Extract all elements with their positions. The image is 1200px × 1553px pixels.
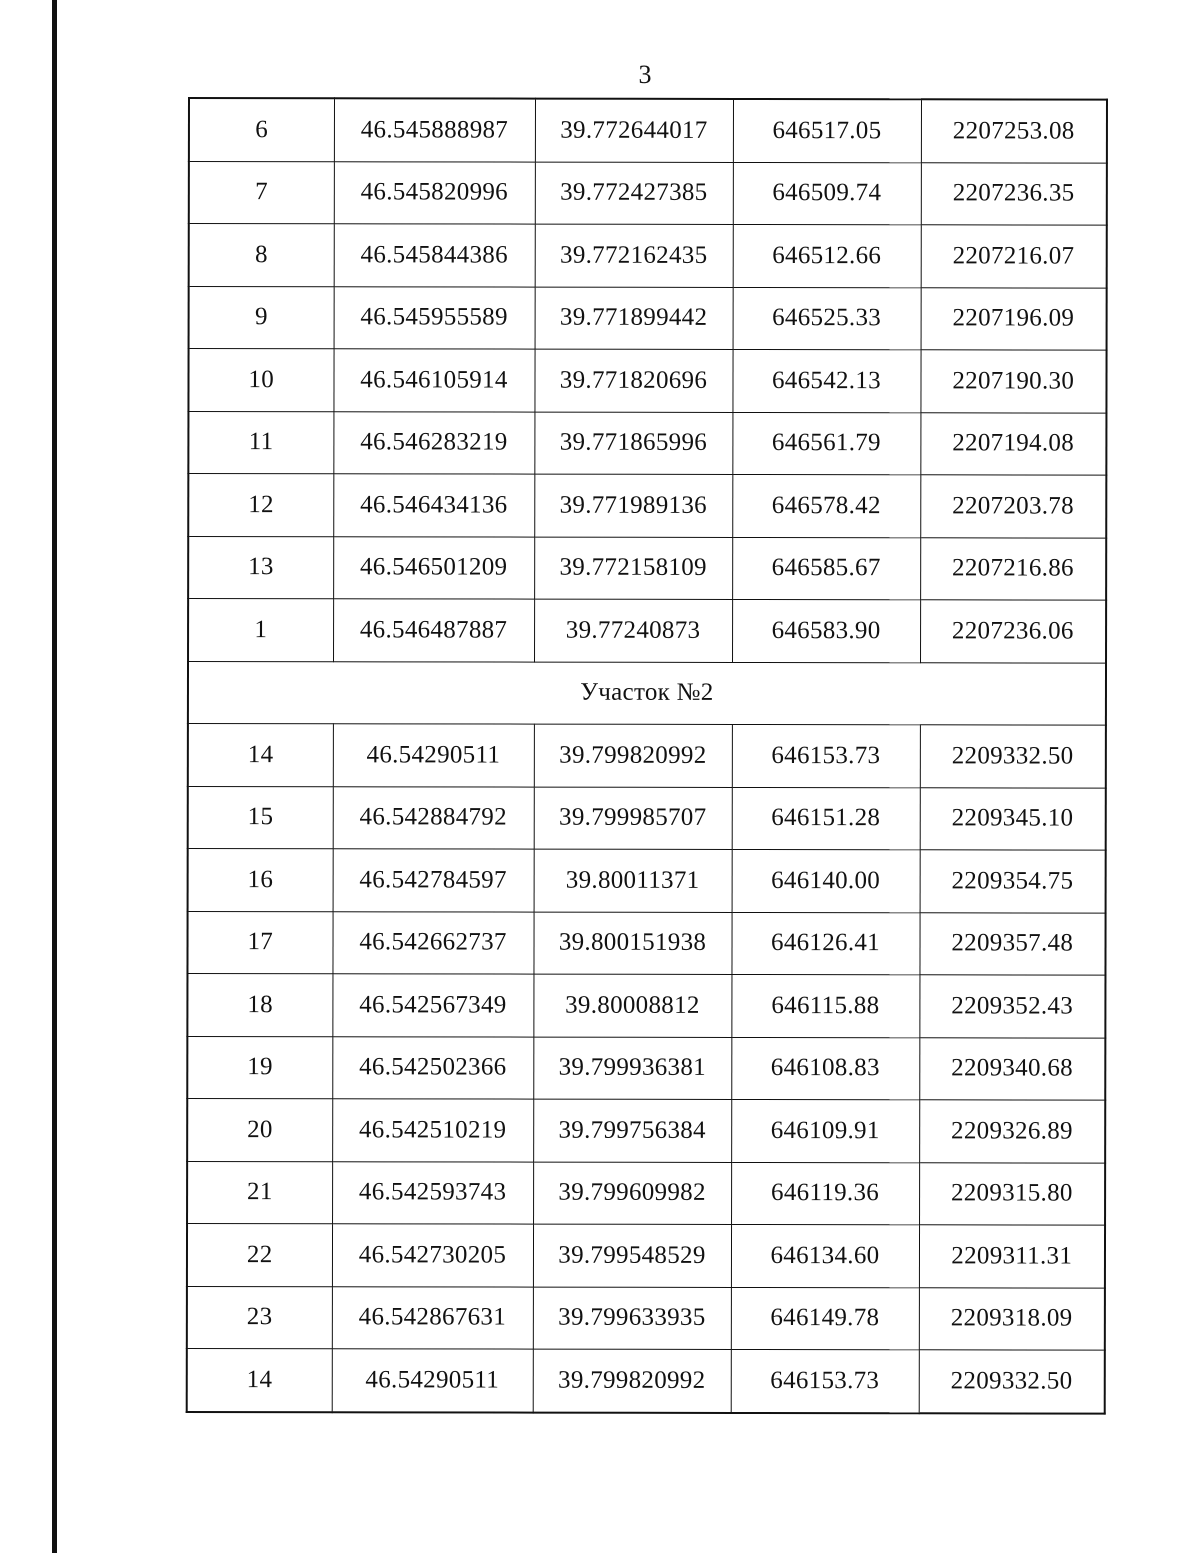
longitude-cell: 39.772162435 <box>535 224 733 287</box>
table-row <box>188 474 1106 538</box>
x-coordinate-cell: 646108.83 <box>731 1037 919 1100</box>
x-coordinate-cell: 646512.66 <box>733 224 921 287</box>
x-coordinate-cell: 646525.33 <box>733 287 921 350</box>
point-number-cell: 14 <box>187 1348 332 1411</box>
longitude-cell: 39.799548529 <box>533 1224 731 1287</box>
latitude-cell: 46.542662737 <box>332 911 533 974</box>
longitude-cell: 39.80011371 <box>534 849 732 912</box>
longitude-cell: 39.771820696 <box>534 349 732 412</box>
point-number-cell: 11 <box>188 411 333 474</box>
y-coordinate-cell: 2207253.08 <box>921 99 1107 162</box>
y-coordinate-cell: 2209326.89 <box>919 1100 1105 1163</box>
point-number-cell: 20 <box>187 1099 332 1162</box>
point-number-cell: 1 <box>188 599 333 662</box>
table-row <box>189 98 1107 163</box>
latitude-cell: 46.545888987 <box>334 98 535 161</box>
y-coordinate-cell: 2209340.68 <box>919 1037 1105 1100</box>
table-row <box>189 161 1107 225</box>
longitude-cell: 39.799820992 <box>534 724 732 787</box>
point-number-cell: 15 <box>188 786 333 849</box>
latitude-cell: 46.546434136 <box>333 474 534 537</box>
longitude-cell: 39.80008812 <box>533 974 731 1037</box>
longitude-cell: 39.799936381 <box>533 1037 731 1100</box>
longitude-cell: 39.771989136 <box>534 474 732 537</box>
latitude-cell: 46.545820996 <box>334 161 535 224</box>
table-row <box>187 1036 1105 1100</box>
x-coordinate-cell: 646115.88 <box>731 974 919 1037</box>
longitude-cell: 39.799633935 <box>533 1287 731 1350</box>
longitude-cell: 39.772158109 <box>534 537 732 600</box>
table-row <box>187 1161 1105 1225</box>
latitude-cell: 46.542884792 <box>333 786 534 849</box>
latitude-cell: 46.542867631 <box>332 1286 533 1349</box>
x-coordinate-cell: 646509.74 <box>733 162 921 225</box>
longitude-cell: 39.799609982 <box>533 1162 731 1225</box>
coordinates-table <box>186 97 1108 1414</box>
longitude-cell: 39.771865996 <box>534 412 732 475</box>
y-coordinate-cell: 2209318.09 <box>919 1287 1105 1350</box>
table-row <box>187 974 1105 1038</box>
point-number-cell: 18 <box>187 974 332 1037</box>
y-coordinate-cell: 2209354.75 <box>920 850 1106 913</box>
point-number-cell: 8 <box>189 224 334 287</box>
point-number-cell: 10 <box>188 349 333 412</box>
y-coordinate-cell: 2207190.30 <box>920 350 1106 413</box>
x-coordinate-cell: 646542.13 <box>732 349 920 412</box>
table-row <box>188 536 1106 600</box>
latitude-cell: 46.545955589 <box>334 286 535 349</box>
latitude-cell: 46.545844386 <box>334 224 535 287</box>
y-coordinate-cell: 2209352.43 <box>919 975 1105 1038</box>
point-number-cell: 6 <box>189 98 334 161</box>
x-coordinate-cell: 646153.73 <box>731 1349 919 1412</box>
latitude-cell: 46.54290511 <box>332 1349 533 1412</box>
latitude-cell: 46.546105914 <box>333 349 534 412</box>
point-number-cell: 13 <box>188 536 333 599</box>
longitude-cell: 39.77240873 <box>534 599 732 662</box>
x-coordinate-cell: 646109.91 <box>731 1099 919 1162</box>
y-coordinate-cell: 2207196.09 <box>921 287 1107 350</box>
x-coordinate-cell: 646149.78 <box>731 1287 919 1350</box>
coordinates-table-body <box>187 98 1107 1413</box>
point-number-cell: 17 <box>187 911 332 974</box>
longitude-cell: 39.799985707 <box>534 787 732 850</box>
y-coordinate-cell: 2207194.08 <box>920 412 1106 475</box>
y-coordinate-cell: 2209345.10 <box>920 787 1106 850</box>
point-number-cell: 19 <box>187 1036 332 1099</box>
table-row <box>187 911 1105 975</box>
point-number-cell: 7 <box>189 161 334 224</box>
y-coordinate-cell: 2207216.86 <box>920 537 1106 600</box>
x-coordinate-cell: 646153.73 <box>732 724 920 787</box>
latitude-cell: 46.542730205 <box>332 1224 533 1287</box>
y-coordinate-cell: 2209315.80 <box>919 1162 1105 1225</box>
longitude-cell: 39.799820992 <box>533 1349 731 1412</box>
page-number: 3 <box>638 60 652 89</box>
point-number-cell: 22 <box>187 1224 332 1287</box>
x-coordinate-cell: 646134.60 <box>731 1224 919 1287</box>
x-coordinate-cell: 646119.36 <box>731 1162 919 1225</box>
table-row <box>187 1348 1105 1413</box>
latitude-cell: 46.54290511 <box>333 724 534 787</box>
longitude-cell: 39.772644017 <box>535 99 733 162</box>
longitude-cell: 39.799756384 <box>533 1099 731 1162</box>
x-coordinate-cell: 646151.28 <box>732 787 920 850</box>
table-row <box>188 599 1106 663</box>
table-row <box>187 1099 1105 1163</box>
latitude-cell: 46.546487887 <box>333 599 534 662</box>
y-coordinate-cell: 2207203.78 <box>920 475 1106 538</box>
x-coordinate-cell: 646517.05 <box>733 99 921 162</box>
table-row <box>188 786 1106 850</box>
table-row <box>189 224 1107 288</box>
left-margin-rule <box>52 0 57 1553</box>
x-coordinate-cell: 646126.41 <box>731 912 919 975</box>
latitude-cell: 46.546501209 <box>333 536 534 599</box>
y-coordinate-cell: 2209332.50 <box>920 725 1106 788</box>
y-coordinate-cell: 2209332.50 <box>919 1350 1105 1413</box>
section-header-row <box>188 661 1106 725</box>
y-coordinate-cell: 2209311.31 <box>919 1225 1105 1288</box>
point-number-cell: 16 <box>188 849 333 912</box>
table-row <box>188 849 1106 913</box>
latitude-cell: 46.542784597 <box>333 849 534 912</box>
x-coordinate-cell: 646578.42 <box>732 474 920 537</box>
y-coordinate-cell: 2207236.35 <box>921 162 1107 225</box>
point-number-cell: 23 <box>187 1286 332 1349</box>
latitude-cell: 46.542510219 <box>332 1099 533 1162</box>
y-coordinate-cell: 2207216.07 <box>921 225 1107 288</box>
table-row <box>188 411 1106 475</box>
table-row <box>188 349 1106 413</box>
y-coordinate-cell: 2209357.48 <box>919 912 1105 975</box>
point-number-cell: 21 <box>187 1161 332 1224</box>
longitude-cell: 39.771899442 <box>535 287 733 350</box>
point-number-cell: 9 <box>189 286 334 349</box>
section-label: Участок №2 <box>188 661 1106 725</box>
latitude-cell: 46.546283219 <box>333 411 534 474</box>
table-row <box>187 1286 1105 1350</box>
x-coordinate-cell: 646561.79 <box>732 412 920 475</box>
point-number-cell: 14 <box>188 724 333 787</box>
point-number-cell: 12 <box>188 474 333 537</box>
latitude-cell: 46.542567349 <box>332 974 533 1037</box>
table-row <box>188 724 1106 788</box>
coordinates-table-wrapper <box>186 97 1106 1414</box>
latitude-cell: 46.542593743 <box>332 1161 533 1224</box>
longitude-cell: 39.772427385 <box>535 162 733 225</box>
table-row <box>187 1224 1105 1288</box>
x-coordinate-cell: 646140.00 <box>732 849 920 912</box>
latitude-cell: 46.542502366 <box>332 1036 533 1099</box>
x-coordinate-cell: 646585.67 <box>732 537 920 600</box>
y-coordinate-cell: 2207236.06 <box>920 600 1106 663</box>
longitude-cell: 39.800151938 <box>533 912 731 975</box>
table-row <box>189 286 1107 350</box>
x-coordinate-cell: 646583.90 <box>732 599 920 662</box>
